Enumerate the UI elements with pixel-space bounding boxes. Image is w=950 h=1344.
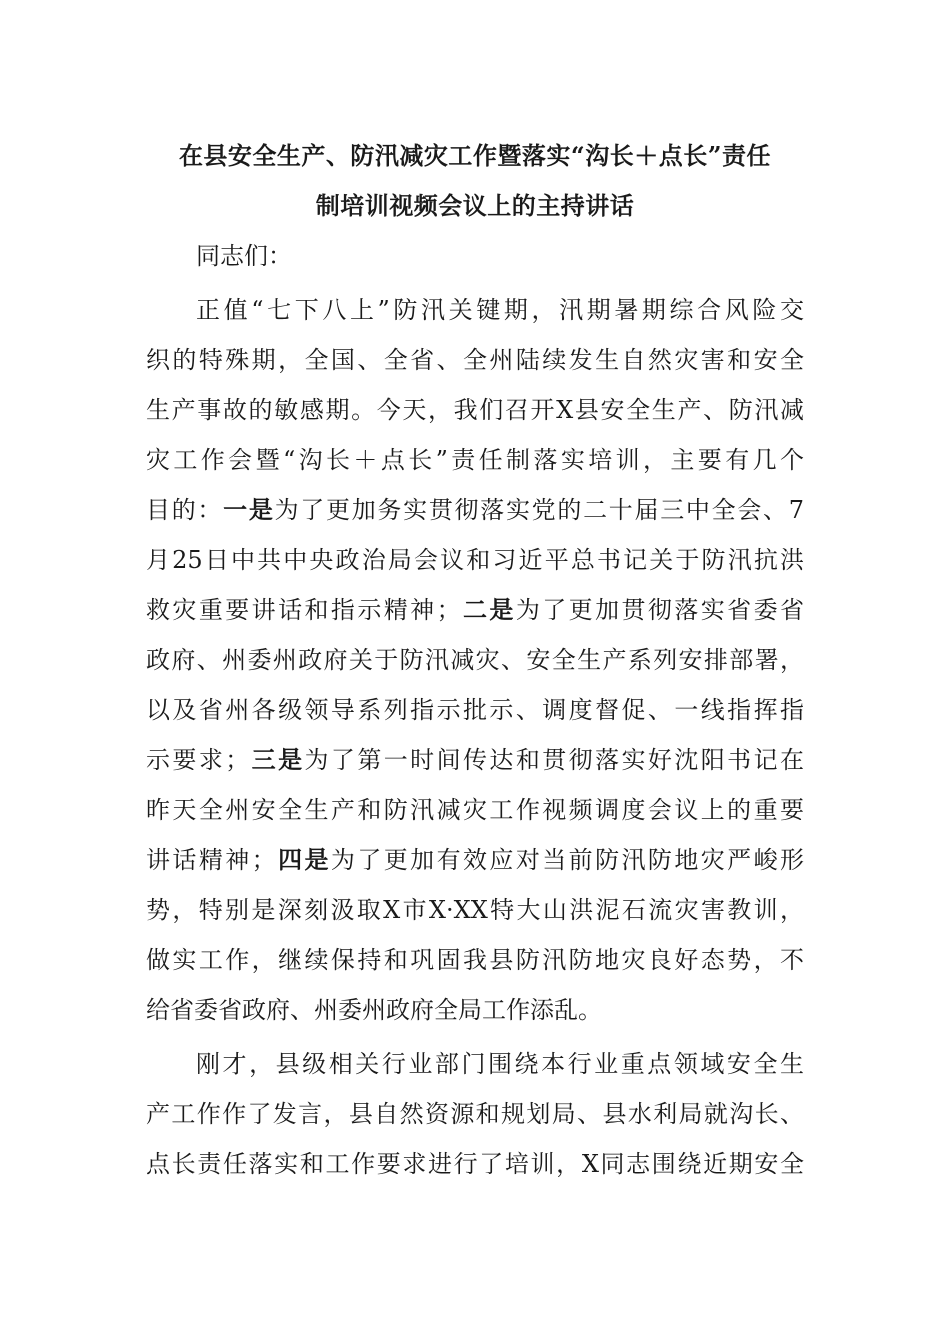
point-marker-one: 一是 xyxy=(223,495,275,524)
paragraph-1-line: 做实工作，继续保持和巩固我县防汛防地灾良好态势，不 xyxy=(146,946,804,974)
document-title-line-2: 制培训视频会议上的主持讲话 xyxy=(315,191,635,220)
point-marker-three: 三是 xyxy=(249,745,305,774)
paragraph-1-line xyxy=(146,840,804,875)
point-marker-two: 二是 xyxy=(460,595,516,624)
paragraph-1-line: 月25日中共中央政治局会议和习近平总书记关于防汛抗洪 xyxy=(146,546,804,574)
paragraph-1-line: 正值“七下八上”防汛关键期，汛期暑期综合风险交 xyxy=(196,296,804,324)
text-run: 目的： xyxy=(146,496,224,524)
paragraph-1-line: 以及省州各级领导系列指示批示、调度督促、一线指挥指 xyxy=(146,696,804,724)
paragraph-1-line: 生产事故的敏感期。今天，我们召开X县安全生产、防汛减 xyxy=(146,396,804,424)
paragraph-1-line: 织的特殊期，全国、全省、全州陆续发生自然灾害和安全 xyxy=(146,346,804,374)
text-run: 示要求； xyxy=(146,746,250,774)
text-run: 为了更加务实贯彻落实党的二十届三中全会、7 xyxy=(274,496,805,524)
text-run: 救灾重要讲话和指示精神； xyxy=(146,596,461,624)
point-marker-four: 四是 xyxy=(275,845,331,874)
paragraph-2-line: 产工作作了发言，县自然资源和规划局、县水利局就沟长、 xyxy=(146,1100,804,1128)
paragraph-1-line: 政府、州委州政府关于防汛减灾、安全生产系列安排部署， xyxy=(146,646,804,674)
paragraph-1-line: 灾工作会暨“沟长＋点长”责任制落实培训，主要有几个 xyxy=(146,446,804,474)
paragraph-1-line: 昨天全州安全生产和防汛减灾工作视频调度会议上的重要 xyxy=(146,796,804,824)
document-title-line-1: 在县安全生产、防汛减灾工作暨落实“沟长＋点长”责任 xyxy=(178,141,772,170)
text-run: 为了更加贯彻落实省委省 xyxy=(515,596,805,624)
text-run: 为了第一时间传达和贯彻落实好沈阳书记在 xyxy=(304,746,804,774)
paragraph-1-line: 给省委省政府、州委州政府全局工作添乱。 xyxy=(146,996,602,1024)
paragraph-1-line: 势，特别是深刻汲取X市X·XX特大山洪泥石流灾害教训， xyxy=(146,896,804,924)
paragraph-1-line xyxy=(146,740,804,775)
paragraph-2-line: 点长责任落实和工作要求进行了培训，X同志围绕近期安全 xyxy=(146,1150,804,1178)
paragraph-2-line: 刚才，县级相关行业部门围绕本行业重点领域安全生 xyxy=(196,1050,804,1078)
text-run: 为了更加有效应对当前防汛防地灾严峻形 xyxy=(330,846,805,874)
paragraph-1-line xyxy=(146,590,804,625)
salutation: 同志们： xyxy=(196,242,292,270)
paragraph-1-line xyxy=(146,490,804,525)
text-run: 讲话精神； xyxy=(146,846,276,874)
